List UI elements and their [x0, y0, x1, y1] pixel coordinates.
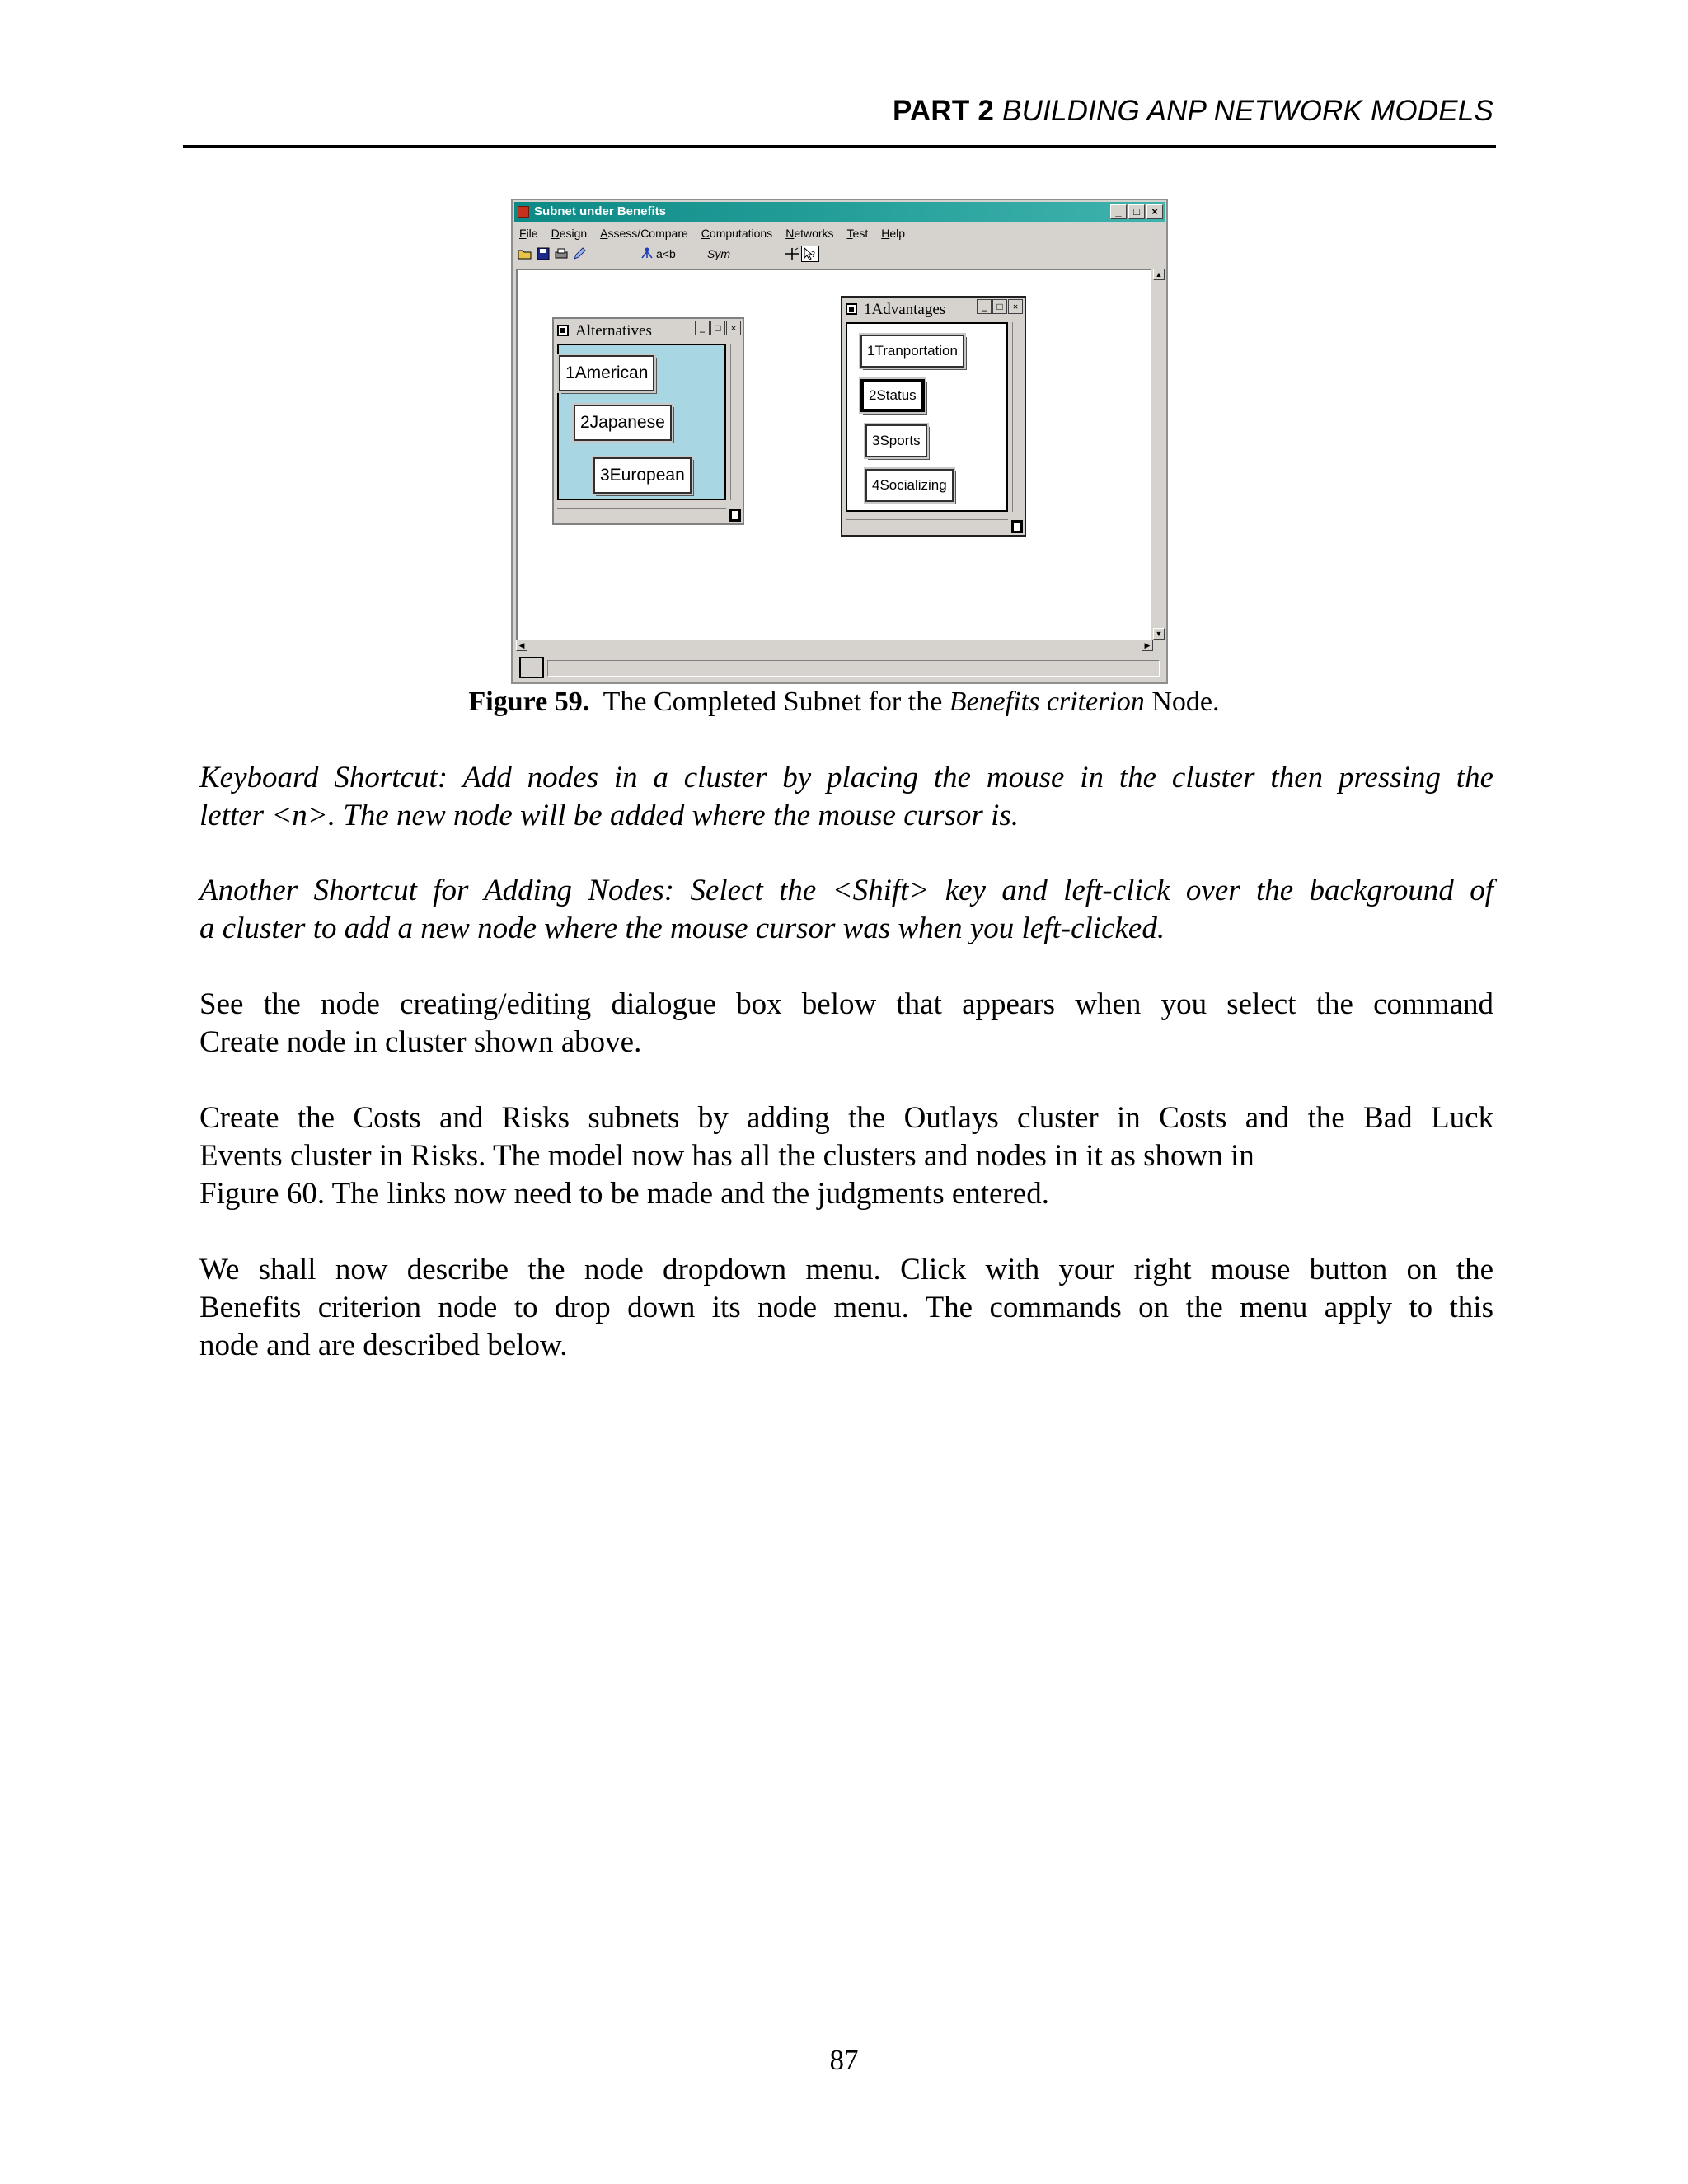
menu-bar — [519, 224, 905, 242]
node-1american[interactable]: 1American — [559, 355, 654, 391]
minimize-icon[interactable]: _ — [977, 299, 992, 314]
cluster-title: 1Advantages — [864, 301, 946, 318]
crosshair-icon[interactable] — [785, 244, 799, 264]
maximize-icon[interactable]: □ — [710, 321, 725, 335]
text-line: See the node creating/editing dialogue box below that appears when you select the command — [199, 987, 1493, 1021]
node-3sports[interactable]: 3Sports — [865, 424, 927, 457]
resize-grip-icon[interactable] — [1011, 520, 1023, 533]
menu-networks[interactable]: Networks — [785, 227, 834, 240]
maximize-icon[interactable]: □ — [1128, 204, 1145, 219]
paragraph-keyboard-shortcut — [199, 759, 1493, 835]
caption-text-before: The Completed Subnet for the — [603, 687, 943, 717]
edit-pen-icon[interactable] — [572, 244, 587, 264]
open-folder-icon[interactable] — [518, 244, 532, 264]
sym-text[interactable]: Sym — [707, 247, 730, 260]
cluster-buttons — [977, 299, 1023, 314]
header-rule — [183, 145, 1496, 148]
text-line: Another Shortcut for Adding Nodes: Select the <Shift> key and left-click over the background of — [199, 874, 1493, 907]
header-chapter: BUILDING ANP NETWORK MODELS — [1002, 95, 1493, 127]
cluster-vertical-scrollbar[interactable] — [730, 344, 741, 500]
window-titlebar — [514, 202, 1165, 222]
scroll-down-icon[interactable]: ▼ — [1153, 628, 1165, 640]
node-4socializing[interactable]: 4Socializing — [865, 469, 954, 502]
cluster-menu-icon[interactable] — [846, 303, 857, 315]
text-line: node and are described below. — [199, 1329, 568, 1362]
caption-text-after: Node. — [1151, 687, 1220, 717]
text-line: Events cluster in Risks. The model now has all the clusters and nodes in it as shown in — [199, 1139, 1254, 1173]
text-line: We shall now describe the node dropdown menu. Click with your right mouse button on the — [199, 1253, 1493, 1286]
text-line: a cluster to add a new node where the mouse cursor was when you left-clicked. — [199, 912, 1165, 945]
scroll-left-icon[interactable]: ◀ — [516, 640, 528, 651]
hierarchy-icon[interactable] — [640, 244, 654, 264]
menu-file[interactable]: File — [519, 227, 538, 240]
status-field — [547, 660, 1160, 677]
figure-label: Figure 59. — [468, 687, 590, 717]
text-line: letter <n>. The new node will be added where the mouse cursor is. — [199, 799, 1019, 832]
menu-design[interactable]: Design — [551, 227, 588, 240]
app-icon — [518, 206, 529, 218]
menu-help[interactable]: Help — [881, 227, 906, 240]
paragraph-another-shortcut — [199, 872, 1493, 948]
close-icon[interactable]: × — [1146, 204, 1163, 219]
svg-text:?: ? — [811, 251, 816, 260]
cluster-buttons — [695, 321, 741, 335]
cluster-menu-icon[interactable] — [557, 325, 569, 336]
paragraph-node-menu — [199, 1251, 1493, 1365]
canvas-vertical-scrollbar[interactable] — [1153, 269, 1165, 640]
maximize-icon[interactable]: □ — [992, 299, 1007, 314]
running-header — [183, 95, 1493, 128]
paragraph-costs-risks — [199, 1099, 1493, 1213]
header-part: PART 2 — [892, 95, 995, 127]
node-2status[interactable]: 2Status — [860, 379, 925, 412]
minimize-icon[interactable]: _ — [1110, 204, 1127, 219]
node-2japanese[interactable]: 2Japanese — [574, 405, 672, 441]
status-bar — [516, 654, 1165, 680]
menu-assess-compare[interactable]: Assess/Compare — [600, 227, 688, 240]
page-number: 87 — [829, 2044, 859, 2076]
node-3european[interactable]: 3European — [593, 457, 692, 494]
print-icon[interactable] — [554, 244, 569, 264]
node-1tranportation[interactable]: 1Tranportation — [860, 335, 964, 368]
close-icon[interactable]: × — [1008, 299, 1023, 314]
cluster-title: Alternatives — [575, 322, 652, 340]
save-icon[interactable] — [536, 244, 551, 264]
text-line: Create node in cluster shown above. — [199, 1025, 642, 1059]
caption-buttons — [1110, 204, 1163, 219]
help-pointer-icon[interactable] — [801, 244, 819, 264]
menu-test[interactable]: Test — [846, 227, 869, 240]
canvas-horizontal-scrollbar[interactable] — [516, 640, 1153, 651]
scroll-right-icon[interactable]: ▶ — [1142, 640, 1153, 651]
status-indicator — [519, 657, 544, 678]
text-line: Keyboard Shortcut: Add nodes in a cluster by placing the mouse in the cluster then pressing the — [199, 761, 1493, 794]
text-line: Figure 60. The links now need to be made and the judgments entered. — [199, 1177, 1049, 1211]
close-icon[interactable]: × — [726, 321, 741, 335]
figure-caption — [0, 687, 1688, 718]
cluster-vertical-scrollbar[interactable] — [1012, 322, 1023, 512]
compare-text[interactable]: a<b — [656, 247, 676, 260]
caption-text-italic: Benefits criterion — [949, 687, 1145, 717]
menu-computations[interactable]: Computations — [701, 227, 773, 240]
text-line: Create the Costs and Risks subnets by adding the Outlays cluster in Costs and the Bad Luck — [199, 1101, 1493, 1135]
scroll-up-icon[interactable]: ▲ — [1153, 269, 1165, 280]
cluster-horizontal-scrollbar[interactable] — [846, 519, 1008, 532]
cluster-horizontal-scrollbar[interactable] — [557, 508, 726, 520]
text-line: Benefits criterion node to drop down its node menu. The commands on the menu apply to this — [199, 1291, 1493, 1324]
paragraph-node-dialogue — [199, 986, 1493, 1062]
window-title: Subnet under Benefits — [534, 204, 667, 218]
minimize-icon[interactable]: _ — [695, 321, 710, 335]
resize-grip-icon[interactable] — [729, 509, 741, 522]
